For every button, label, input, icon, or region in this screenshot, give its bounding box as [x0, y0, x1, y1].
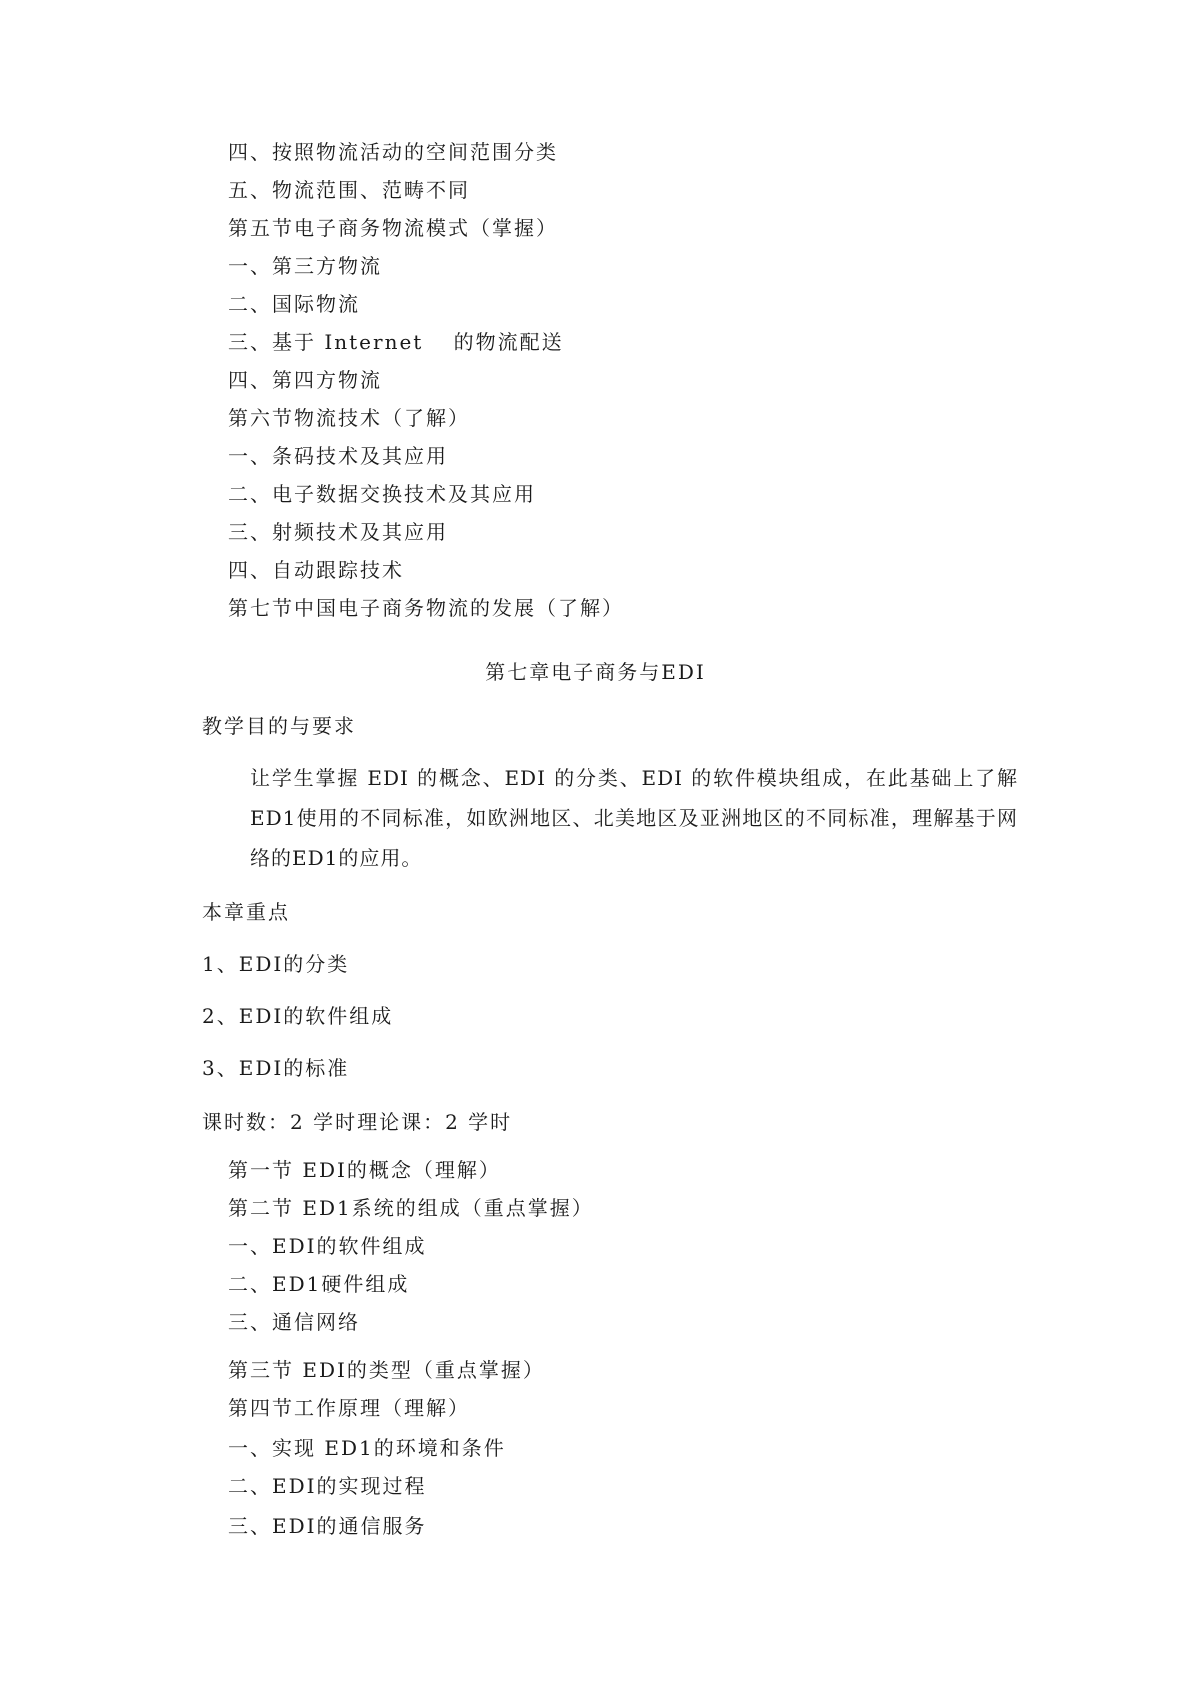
- outline-line: 三、EDI的通信服务: [228, 1514, 427, 1538]
- outline-line: 二、EDI的实现过程: [228, 1474, 427, 1498]
- focus-item: 3、EDI的标准: [202, 1056, 350, 1080]
- outline-line: 二、ED1硬件组成: [228, 1272, 410, 1296]
- outline-line: 一、条码技术及其应用: [228, 444, 448, 468]
- focus-item: 1、EDI的分类: [202, 952, 350, 976]
- outline-line: 一、第三方物流: [228, 254, 382, 278]
- section-heading: 第二节 ED1系统的组成（重点掌握）: [228, 1196, 594, 1220]
- hours-line: 课时数：2 学时理论课：2 学时: [202, 1110, 513, 1134]
- focus-item: 2、EDI的软件组成: [202, 1004, 394, 1028]
- objectives-paragraph: [178, 758, 1018, 878]
- outline-line: 一、EDI的软件组成: [228, 1234, 427, 1258]
- outline-line: 三、射频技术及其应用: [228, 520, 448, 544]
- outline-line: 三、基于 Internet 的物流配送: [228, 330, 564, 354]
- outline-line: 二、国际物流: [228, 292, 360, 316]
- outline-line: 四、自动跟踪技术: [228, 558, 404, 582]
- outline-line: 四、第四方物流: [228, 368, 382, 392]
- section-heading: 第三节 EDI的类型（重点掌握）: [228, 1358, 545, 1382]
- objectives-text: 让学生掌握 EDI 的概念、EDI 的分类、EDI 的软件模块组成，在此基础上了解ED1使用的不同标准，如欧洲地区、北美地区及亚洲地区的不同标准，理解基于网络的ED1的应用。: [250, 766, 1018, 870]
- outline-line: 三、通信网络: [228, 1310, 360, 1334]
- objectives-heading: 教学目的与要求: [202, 714, 356, 738]
- section-heading: 第四节工作原理（理解）: [228, 1396, 470, 1420]
- outline-line: 五、物流范围、范畴不同: [228, 178, 470, 202]
- outline-line: 二、电子数据交换技术及其应用: [228, 482, 536, 506]
- outline-line: 四、按照物流活动的空间范围分类: [228, 140, 558, 164]
- section-heading: 第七节中国电子商务物流的发展（了解）: [228, 596, 624, 620]
- focus-heading: 本章重点: [202, 900, 290, 924]
- chapter-title: 第七章电子商务与EDI: [485, 660, 706, 684]
- section-heading: 第五节电子商务物流模式（掌握）: [228, 216, 558, 240]
- outline-line: 一、实现 ED1的环境和条件: [228, 1436, 506, 1460]
- section-heading: 第一节 EDI的概念（理解）: [228, 1158, 501, 1182]
- section-heading: 第六节物流技术（了解）: [228, 406, 470, 430]
